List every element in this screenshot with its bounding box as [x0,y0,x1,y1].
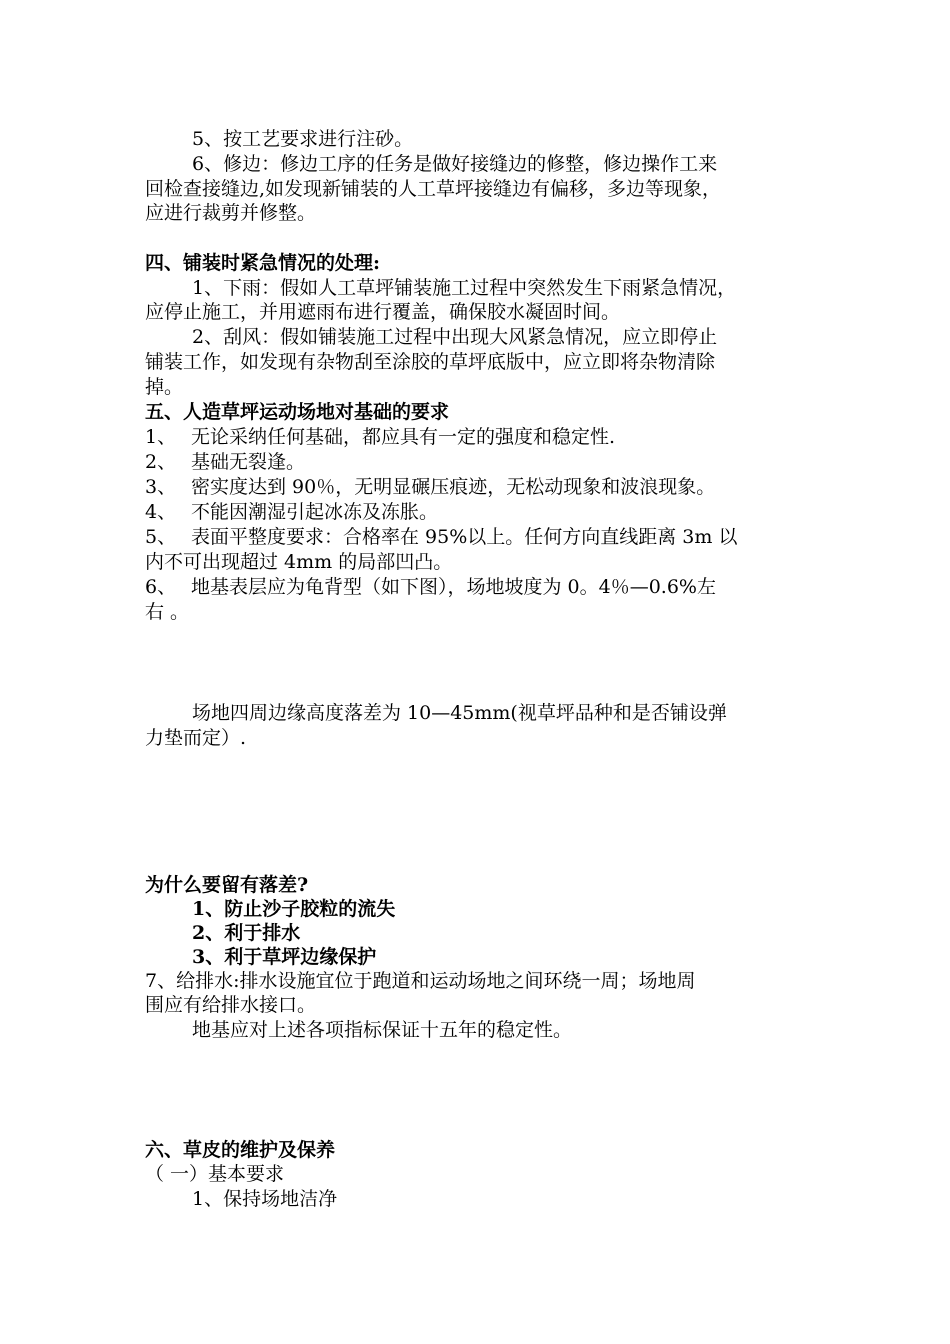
paragraph-item6-line3: 应进行裁剪并修整。 [145,202,317,224]
list-item-number: 1、 [145,426,177,448]
drainage-line2: 围应有给排水接口。 [145,994,317,1016]
list-item-number: 4、 [145,501,177,523]
section6-heading: 六、草皮的维护及保养 [145,1139,336,1161]
list-item-number: 2、 [145,451,177,473]
list-item-number: 6、 [145,576,177,598]
drainage-line1: 7、给排水:排水设施宜位于跑道和运动场地之间环绕一周；场地周 [145,970,696,992]
section6-item1: 1、保持场地洁净 [192,1188,338,1210]
edge-height-line1: 场地四周边缘高度落差为 10—45mm(视草坪品种和是否铺设弹 [192,702,727,724]
list-item-continuation: 右 。 [145,601,190,623]
reason-item: 3、利于草坪边缘保护 [192,946,377,968]
stability-line: 地基应对上述各项指标保证十五年的稳定性。 [192,1019,573,1041]
wind-line2: 铺装工作，如发现有杂物刮至涂胶的草坪底版中，应立即将杂物清除 [145,351,716,373]
list-item-text: 表面平整度要求：合格率在 95%以上。任何方向直线距离 3m 以 [191,526,738,548]
why-heading: 为什么要留有落差? [145,874,309,896]
wind-line3: 掉。 [145,376,184,398]
paragraph-item6-line1: 6、修边：修边工序的任务是做好接缝边的修整，修边操作工来 [192,153,718,175]
reason-item: 2、利于排水 [192,922,301,944]
list-item [145,450,810,474]
list-item [145,500,810,524]
section5-heading: 五、人造草坪运动场地对基础的要求 [145,401,450,423]
rain-line1: 1、下雨：假如人工草坪铺装施工过程中突然发生下雨紧急情况， [192,277,737,299]
list-item-text: 无论采纳任何基础，都应具有一定的强度和稳定性. [191,426,616,448]
edge-height-line2: 力垫而定）. [145,727,247,749]
paragraph-item5: 5、按工艺要求进行注砂。 [192,128,414,150]
list-item [145,425,810,449]
paragraph-item6-line2: 回检查接缝边,如发现新铺装的人工草坪接缝边有偏移，多边等现象， [145,178,722,200]
section4-heading: 四、铺装时紧急情况的处理: [145,252,381,274]
list-item-text: 不能因潮湿引起冰冻及冻胀。 [191,501,439,523]
list-item-text: 基础无裂逢。 [191,451,306,473]
list-item-text: 密实度达到 90％，无明显碾压痕迹，无松动现象和波浪现象。 [191,476,716,498]
list-item-number: 5、 [145,526,177,548]
rain-line2: 应停止施工，并用遮雨布进行覆盖，确保胶水凝固时间。 [145,301,621,323]
list-item [145,525,810,549]
list-item [145,475,810,499]
section6-subheading: （ 一）基本要求 [145,1163,285,1185]
list-item-number: 3、 [145,476,177,498]
wind-line1: 2、刮风：假如铺装施工过程中出现大风紧急情况，应立即停止 [192,326,718,348]
reason-item: 1、防止沙子胶粒的流失 [192,898,396,920]
list-item-continuation: 内不可出现超过 4mm 的局部凹凸。 [145,551,453,573]
list-item [145,575,810,599]
list-item-text: 地基表层应为龟背型（如下图），场地坡度为 0。4％—0.6%左 [191,576,716,598]
